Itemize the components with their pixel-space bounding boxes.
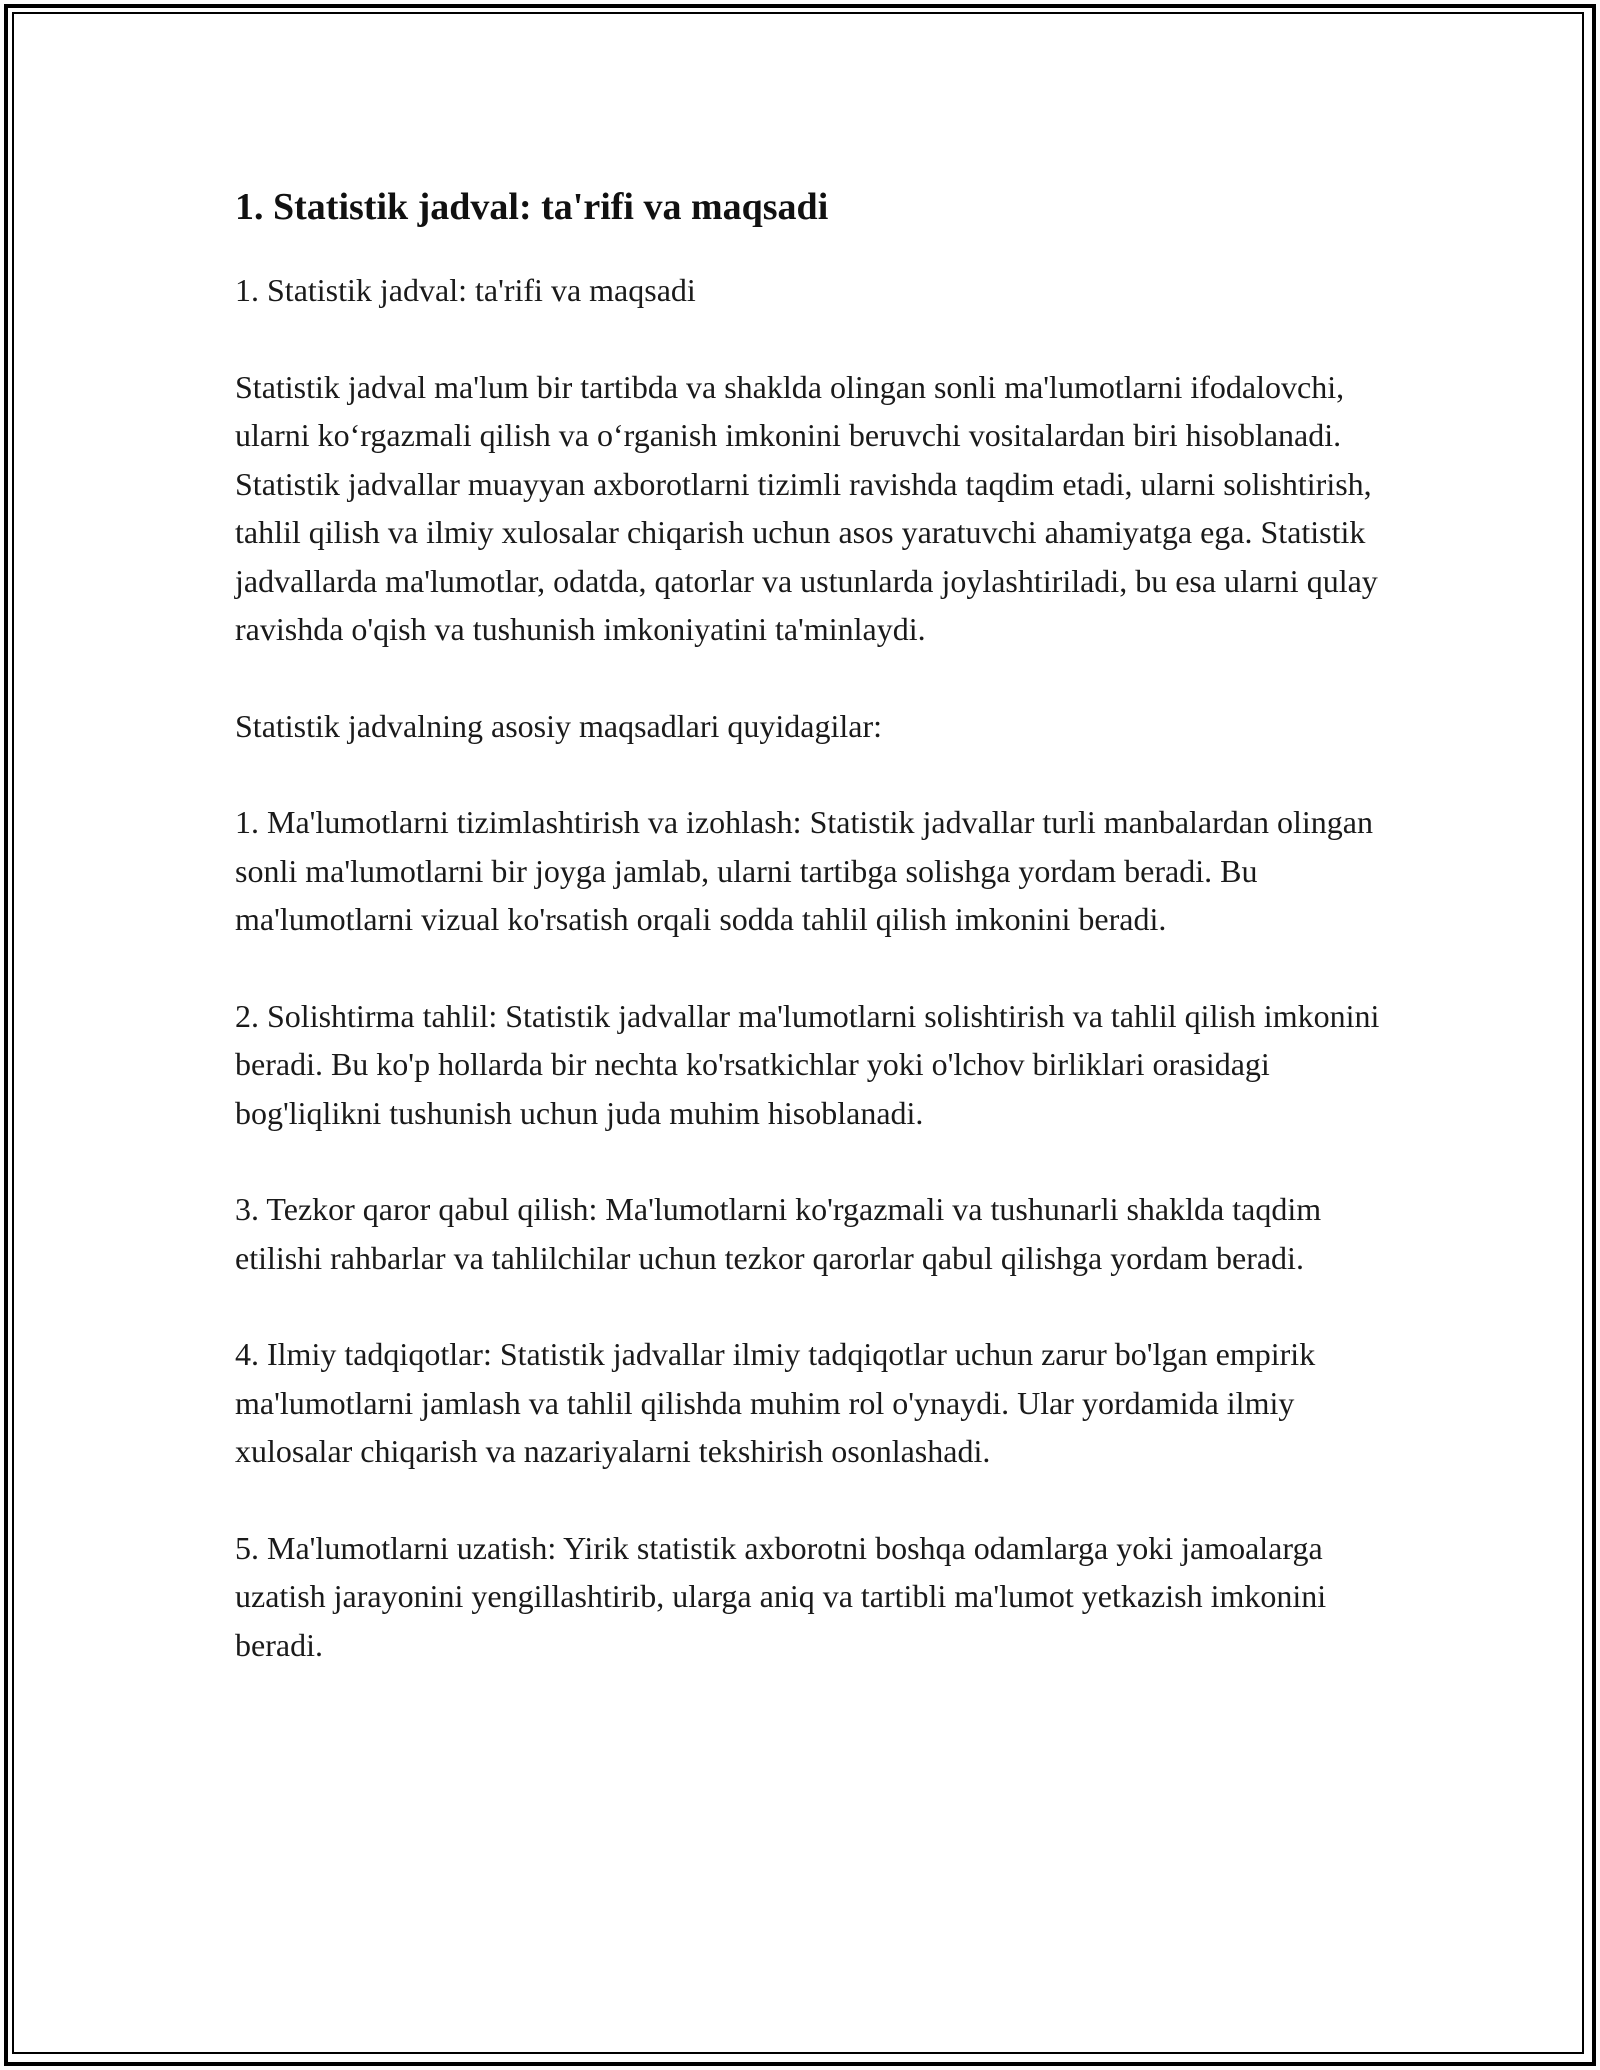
goal-item-4: 4. Ilmiy tadqiqotlar: Statistik jadvallar ilmiy tadqiqotlar uchun zarur bo'lgan empirik ma'lumotlarni jamlash va tahlil qilishda muhim rol o'ynaydi. Ular yordamida ilmiy xulosalar chiqarish va nazariyalarni tekshirish osonlashadi.: [235, 1336, 1316, 1469]
goals-intro-paragraph: Statistik jadvalning asosiy maqsadlari quyidagilar:: [235, 707, 882, 744]
section-heading-repeat: 1. Statistik jadval: ta'rifi va maqsadi: [235, 272, 696, 308]
goal-item-5: 5. Ma'lumotlarni uzatish: Yirik statistik axborotni boshqa odamlarga yoki jamoalarga uzatish jarayonini yengillashtirib, ularga aniq va tartibli ma'lumot yetkazish imkonini beradi.: [235, 1529, 1327, 1663]
goal-item-2: 2. Solishtirma tahlil: Statistik jadvallar ma'lumotlarni solishtirish va tahlil qilish imkonini beradi. Bu ko'p hollarda bir nechta ko'rsatkichlar yoki o'lchov birliklari orasidagi bog'liqlikni tushunish uchun juda muhim hisoblanadi.: [235, 997, 1380, 1131]
definition-paragraph: Statistik jadval ma'lum bir tartibda va shaklda olingan sonli ma'lumotlarni ifodalovchi, ularni ko‘rgazmali qilish va o‘rganish imkonini beruvchi vositalardan biri hisoblanadi. Statistik jadvallar muayyan axborotlarni tizimli ravishda taqdim etadi, ularni solishtirish, tahlil qilish va ilmiy xulosalar chiqarish uchun asos yaratuvchi ahamiyatga ega. Statistik jadvallarda ma'lumotlar, odatda, qatorlar va ustunlarda joylashtiriladi, bu esa ularni qulay ravishda o'qish va tushunish imkoniyatini ta'minlaydi.: [235, 368, 1378, 647]
goal-item-1: 1. Ma'lumotlarni tizimlashtirish va izohlash: Statistik jadvallar turli manbalardan olingan sonli ma'lumotlarni bir joyga jamlab, ularni tartibga solishga yordam beradi. Bu ma'lumotlarni vizual ko'rsatish orqali sodda tahlil qilish imkonini beradi.: [235, 804, 1373, 937]
document-body: [235, 182, 1395, 1717]
goal-item-3: 3. Tezkor qaror qabul qilish: Ma'lumotlarni ko'rgazmali va tushunarli shaklda taqdim etilishi rahbarlar va tahlilchilar uchun tezkor qarorlar qabul qilishga yordam beradi.: [235, 1191, 1322, 1276]
page-title: 1. Statistik jadval: ta'rifi va maqsadi: [235, 186, 829, 228]
